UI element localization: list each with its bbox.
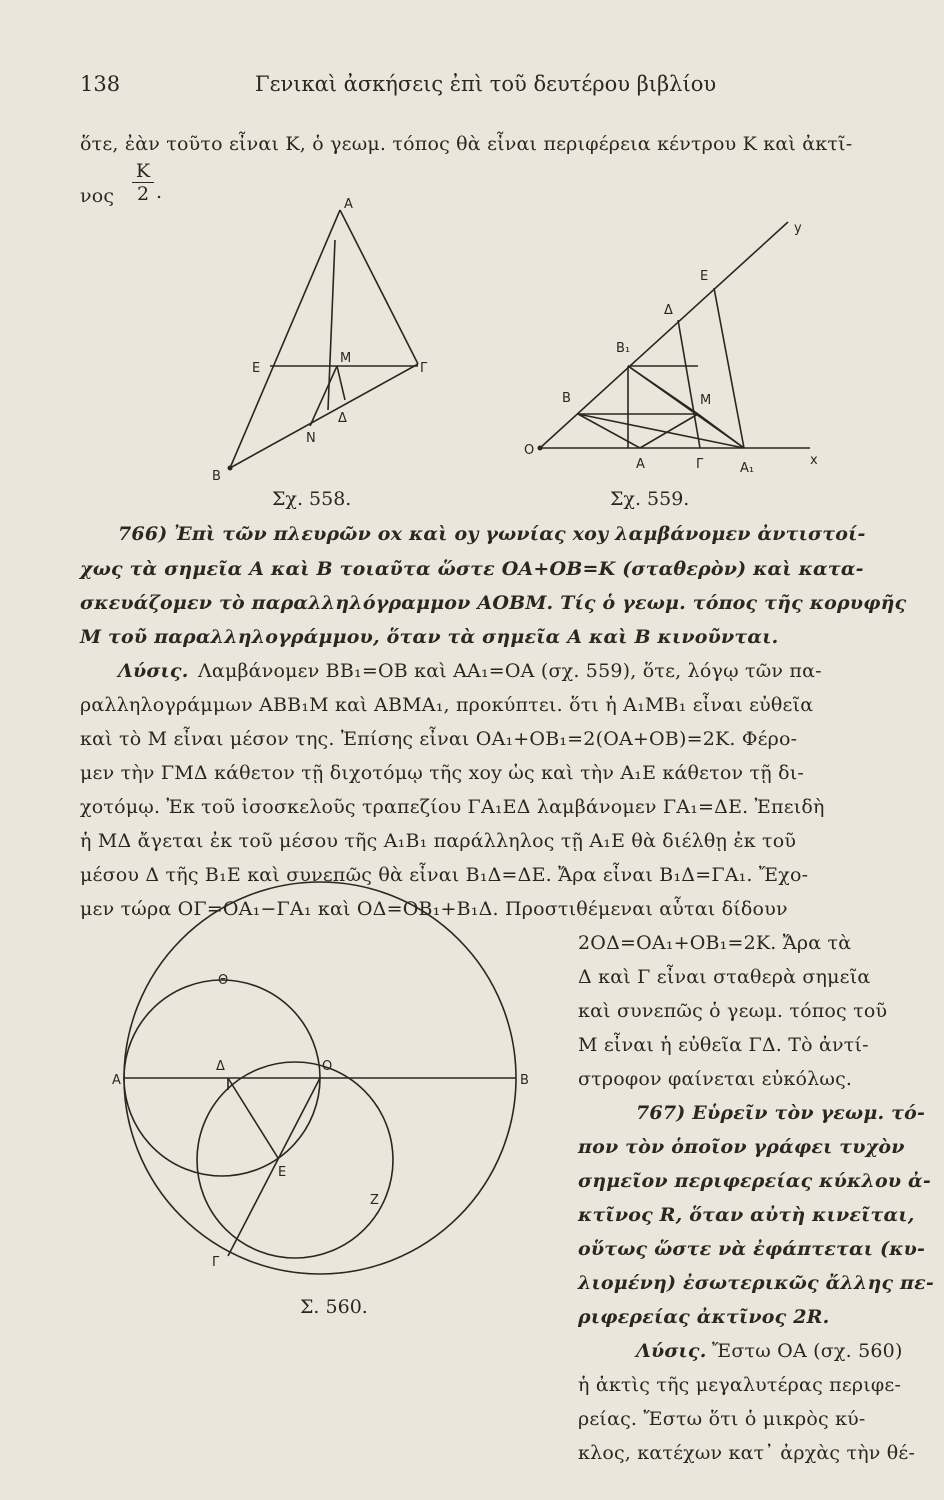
p767-line-3: σημεῖον περιφερείας κύκλου ἀ- [578, 1170, 931, 1192]
label-m: Μ [700, 393, 712, 408]
p766-sol-line-7: μέσου Δ τῆς Β₁Ε καὶ συνεπῶς θὰ εἶναι Β₁Δ=ΔΕ. Ἄρα εἶναι Β₁Δ=ΓΑ₁. Ἔχο- [80, 864, 809, 886]
p766-line-1: 766) Ἐπὶ τῶν πλευρῶν οx καὶ οy γωνίας xοy λαμβάνομεν ἀντιστοί- [118, 523, 866, 545]
line-dg [678, 320, 700, 448]
label-b: Β [520, 1073, 529, 1088]
p766-sol-line-8: μεν τώρα ΟΓ=ΟΑ₁−ΓΑ₁ καὶ ΟΔ=ΟΒ₁+Β₁Δ. Προστιθέμεναι αὗται δίδουν [80, 898, 788, 920]
label-e: Ε [278, 1165, 287, 1180]
p766-sol-line-5: χοτόμῳ. Ἐκ τοῦ ἰσοσκελοῦς τραπεζίου ΓΑ₁ΕΔ λαμβάνομεν ΓΑ₁=ΔΕ. Ἐπειδὴ [80, 796, 825, 818]
p766-line-4: Μ τοῦ παραλληλογράμμου, ὅταν τὰ σημεῖα Α καὶ Β κινοῦνται. [80, 626, 779, 648]
label-b: Β [562, 391, 571, 406]
page-number: 138 [80, 72, 121, 96]
p767-sol-right-3: ρείας. Ἔστω ὅτι ὁ μικρὸς κύ- [578, 1408, 866, 1430]
running-title: Γενικαὶ ἀσκήσεις ἐπὶ τοῦ δευτέρου βιβλίου [255, 72, 717, 96]
p767-line-1: 767) Εὑρεῖν τὸν γεωμ. τό- [636, 1102, 926, 1124]
p766-solution-label: Λύσις. [118, 660, 189, 682]
label-e: Ε [252, 361, 261, 376]
p767-line-5: οὕτως ὥστε νὰ ἐφάπτεται (κυ- [578, 1238, 926, 1260]
p766-line-3: σκευάζομεν τὸ παραλληλόγραμμον ΑΟΒΜ. Τίς ὁ γεωμ. τόπος τῆς κορυφῆς [80, 592, 907, 614]
line-ba [578, 414, 640, 448]
label-n: Ν [306, 431, 316, 446]
label-o: Ο [322, 1059, 333, 1074]
line-ag [340, 210, 418, 364]
point-o [538, 446, 543, 451]
intro-line-1: ὅτε, ἐὰν τοῦτο εἶναι Κ, ὁ γεωμ. τόπος θὰ εἶναι περιφέρεια κέντρου Κ καὶ ἀκτῖ- [80, 133, 853, 155]
line-ab [230, 210, 340, 468]
p766-sol-line-2: ραλληλογράμμων ΑΒΒ₁Μ καὶ ΑΒΜΑ₁, προκύπτει. ὅτι ἡ Α₁ΜΒ₁ εἶναι εὐθεῖα [80, 694, 814, 716]
p767-sol-right-1: Ἔστω ΟΑ (σχ. 560) [712, 1340, 903, 1362]
intro-line-2-prefix: νος [80, 185, 115, 207]
p766-right-4: Μ εἶναι ἡ εὐθεῖα ΓΔ. Τὸ ἀντί- [578, 1034, 869, 1056]
p767-sol-right-4: κλος, κατέχων κατ᾽ ἀρχὰς τὴν θέ- [578, 1442, 916, 1464]
p766-right-2: Δ καὶ Γ εἶναι σταθερὰ σημεῖα [578, 966, 871, 988]
small-circle-rolled [197, 1062, 393, 1258]
label-theta: Θ [218, 973, 229, 988]
label-z: Ζ [370, 1193, 379, 1208]
label-o: Ο [524, 443, 535, 458]
label-g: Γ [212, 1255, 220, 1270]
label-b1: Β₁ [616, 341, 631, 356]
p767-line-2: πον τὸν ὁποῖον γράφει τυχὸν [578, 1136, 905, 1158]
caption-560: Σ. 560. [300, 1296, 368, 1318]
p766-sol-line-3: καὶ τὸ Μ εἶναι μέσον της. Ἐπίσης εἶναι ΟΑ₁+ΟΒ₁=2(ΟΑ+ΟΒ)=2Κ. Φέρο- [80, 728, 798, 750]
p766-right-3: καὶ συνεπῶς ὁ γεωμ. τόπος τοῦ [578, 1000, 888, 1022]
label-b: Β [212, 469, 221, 484]
label-x: x [810, 453, 818, 468]
fraction-denominator: 2 [136, 183, 150, 205]
label-d: Δ [216, 1059, 225, 1074]
fraction-numerator: Κ [132, 160, 154, 183]
p767-line-7: ριφερείας ἀκτῖνος 2R. [578, 1306, 830, 1328]
figure-558 [200, 190, 440, 490]
line-bg [230, 364, 418, 468]
p767-line-6: λιομένη) ἐσωτερικῶς ἄλλης πε- [578, 1272, 934, 1294]
label-a: Α [112, 1073, 121, 1088]
label-y: y [794, 221, 802, 236]
label-m: Μ [340, 351, 352, 366]
p766-right-1: 2ΟΔ=ΟΑ₁+ΟΒ₁=2Κ. Ἄρα τὰ [578, 932, 852, 954]
figure-559 [518, 210, 828, 480]
p766-sol-line-4: μεν τὴν ΓΜΔ κάθετον τῇ διχοτόμῳ τῆς xοy ὡς καὶ τὴν Α₁Ε κάθετον τῇ δι- [80, 762, 804, 784]
line-am [640, 414, 698, 448]
p766-sol-line-1: Λαμβάνομεν ΒΒ₁=ΟΒ καὶ ΑΑ₁=ΟΑ (σχ. 559), ὅτε, λόγῳ τῶν πα- [198, 660, 822, 682]
intro-fraction [132, 160, 154, 205]
line-og [228, 1078, 320, 1256]
p767-solution-label: Λύσις. [636, 1340, 707, 1362]
p767-sol-right-2: ἡ ἀκτὶς τῆς μεγαλυτέρας περιφε- [578, 1374, 902, 1396]
caption-559: Σχ. 559. [610, 488, 690, 510]
label-a: Α [344, 197, 353, 212]
label-e: Ε [700, 269, 709, 284]
line-de [228, 1078, 278, 1158]
line-ea1 [714, 288, 744, 448]
label-g: Γ [420, 361, 428, 376]
figure-560 [110, 880, 540, 1300]
p766-right-5: στροφον φαίνεται εὐκόλως. [578, 1068, 853, 1090]
p767-line-4: κτῖνος R, ὅταν αὐτὴ κινεῖται, [578, 1204, 915, 1226]
label-a1: Α₁ [740, 461, 755, 476]
p766-sol-line-6: ἡ ΜΔ ἄγεται ἐκ τοῦ μέσου τῆς Α₁Β₁ παράλληλος τῇ Α₁Ε θὰ διέλθῃ ἐκ τοῦ [80, 830, 797, 852]
label-d: Δ [338, 411, 347, 426]
intro-fraction-suffix: . [156, 181, 163, 203]
point-b [228, 466, 233, 471]
line-md [337, 366, 345, 400]
label-a: Α [636, 457, 645, 472]
label-d: Δ [664, 303, 673, 318]
caption-558: Σχ. 558. [272, 488, 352, 510]
label-g: Γ [696, 457, 704, 472]
p766-line-2: χως τὰ σημεῖα Α καὶ Β τοιαῦτα ὥστε ΟΑ+ΟΒ=Κ (σταθερὸν) καὶ κατα- [80, 558, 864, 580]
